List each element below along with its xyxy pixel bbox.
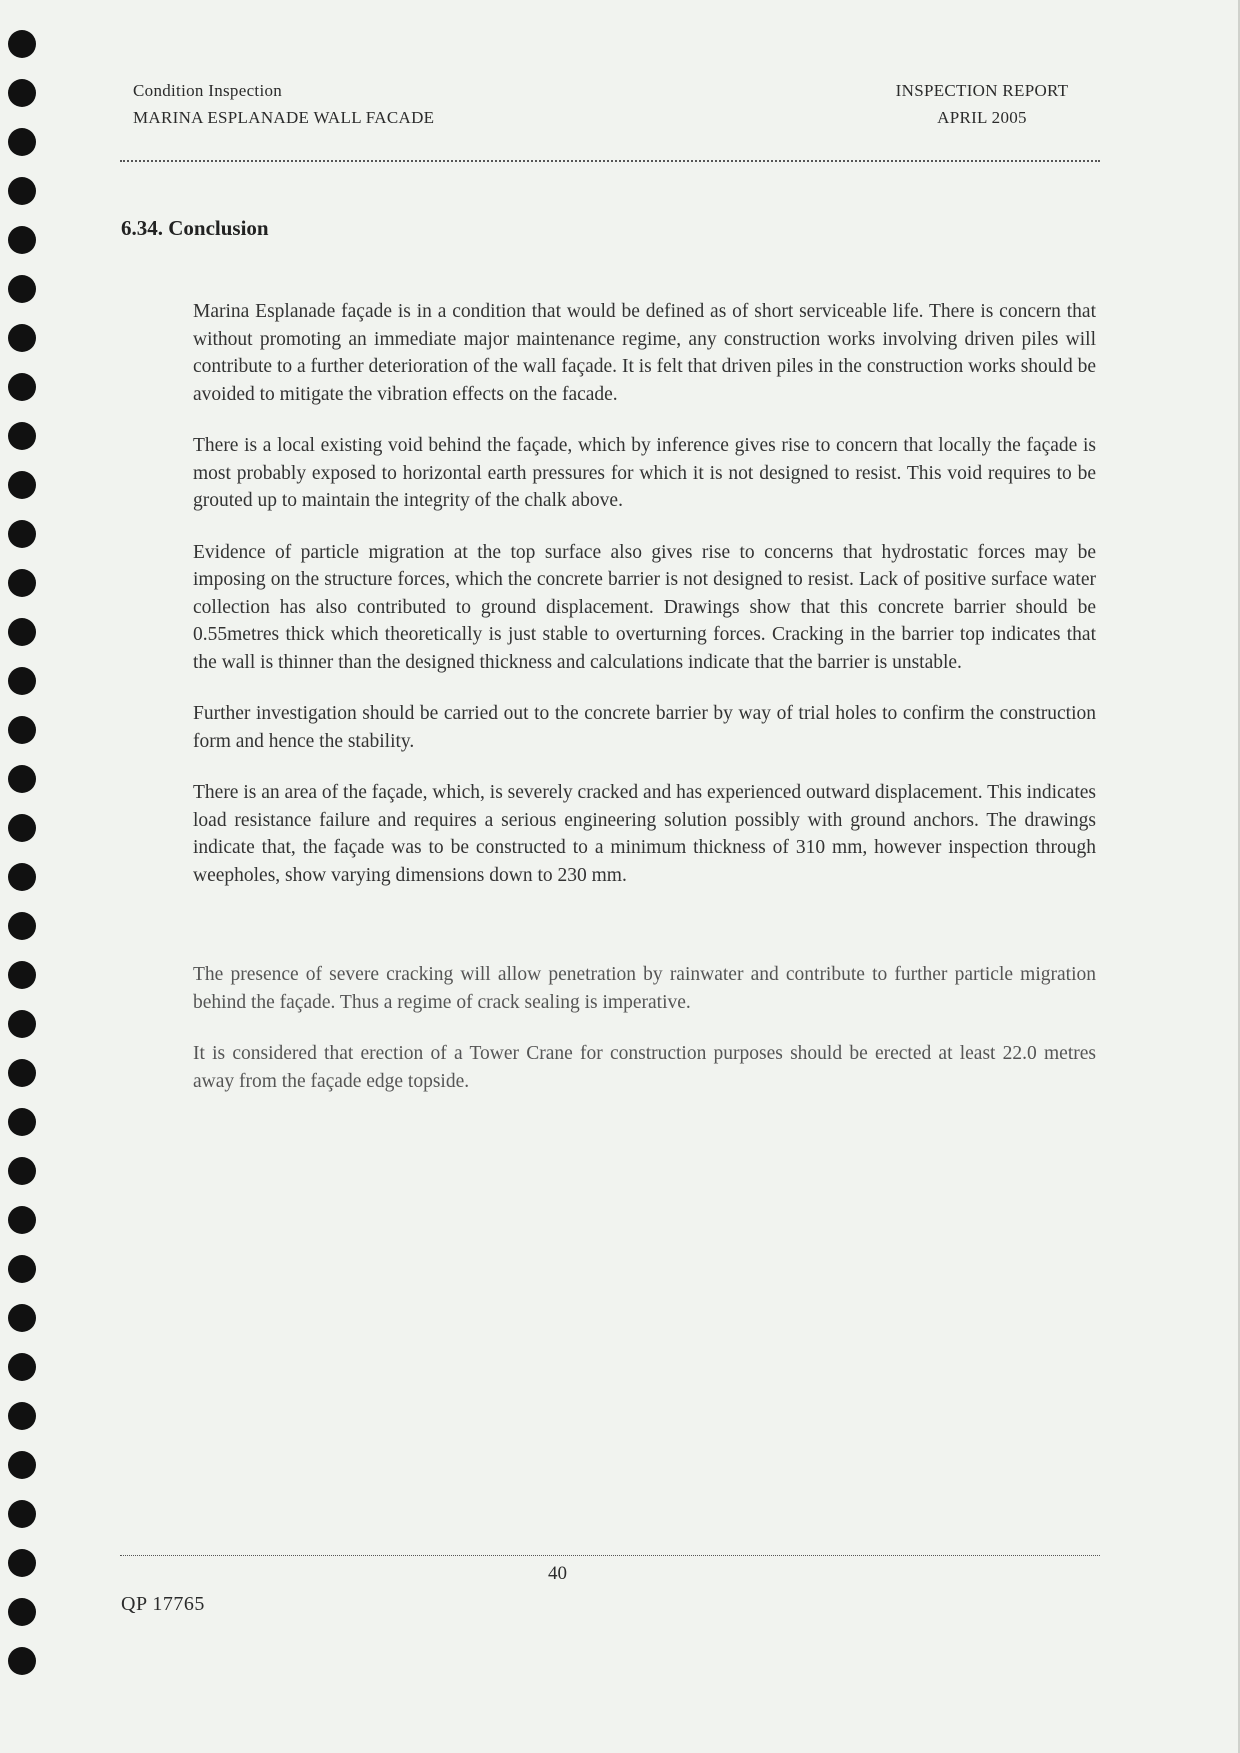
binder-hole-icon — [8, 814, 36, 842]
binder-holes — [8, 30, 38, 1710]
binder-hole-icon — [8, 667, 36, 695]
binder-hole-icon — [8, 1304, 36, 1332]
binder-hole-icon — [8, 520, 36, 548]
binder-hole-icon — [8, 30, 36, 58]
paragraph: Further investigation should be carried out to the concrete barrier by way of trial holes to confirm the construction form and hence the stability. — [193, 703, 1096, 752]
paragraph: There is an area of the façade, which, is severely cracked and has experienced outward displacement. This indicates load resistance failure and requires a serious engineering solution possibly with ground anchors. The drawings indicate that, the façade was to be constructed to a minimum thickness of 310 mm, however inspection through weepholes, show varying dimensions down to 230 mm. — [193, 782, 1096, 886]
header-left — [133, 77, 434, 131]
binder-hole-icon — [8, 471, 36, 499]
header-title: MARINA ESPLANADE WALL FACADE — [133, 108, 435, 127]
binder-hole-icon — [8, 716, 36, 744]
page-number: 40 — [548, 1563, 567, 1584]
paragraph: Evidence of particle migration at the top surface also gives rise to concerns that hydrostatic forces may be imposing on the structure forces, which the concrete barrier is not designed to resist. Lack of positive surface water collection has also contributed to ground displacement. Drawings show that this concrete barrier should be 0.55metres thick which theoretically is just stable to overturning forces. Cracking in the barrier top indicates that the wall is thinner than the designed thickness and calculations indicate that the barrier is unstable. — [193, 541, 1096, 673]
binder-hole-icon — [8, 1402, 36, 1430]
section-heading: 6.34. Conclusion — [121, 216, 269, 240]
paragraph: It is considered that erection of a Tower Crane for construction purposes should be erected at least 22.0 metres away from the façade edge topside. — [193, 1043, 1096, 1092]
paragraph: There is a local existing void behind the façade, which by inference gives rise to concern that locally the façade is most probably exposed to horizontal earth pressures for which it is not designed to resist. This void requires to be grouted up to maintain the integrity of the chalk above. — [193, 435, 1096, 511]
binder-hole-icon — [8, 226, 36, 254]
binder-hole-icon — [8, 1108, 36, 1136]
binder-hole-icon — [8, 1255, 36, 1283]
binder-hole-icon — [8, 79, 36, 107]
body-text — [193, 298, 1096, 1119]
binder-hole-icon — [8, 1157, 36, 1185]
binder-hole-icon — [8, 1500, 36, 1528]
document-reference: QP 17765 — [121, 1593, 205, 1615]
paragraph: The presence of severe cracking will allow penetration by rainwater and contribute to further particle migration behind the façade. Thus a regime of crack sealing is imperative. — [193, 964, 1096, 1013]
binder-hole-icon — [8, 324, 36, 352]
binder-hole-icon — [8, 1647, 36, 1675]
binder-hole-icon — [8, 1206, 36, 1234]
paragraph: Marina Esplanade façade is in a condition that would be defined as of short serviceable life. There is concern that without promoting an immediate major maintenance regime, any construction works involving driven piles will contribute to a further deterioration of the wall façade. It is felt that driven piles in the construction works should be avoided to mitigate the vibration effects on the facade. — [193, 301, 1096, 405]
report-date: APRIL 2005 — [937, 108, 1027, 127]
footer-divider — [120, 1555, 1100, 1556]
binder-hole-icon — [8, 765, 36, 793]
binder-hole-icon — [8, 1059, 36, 1087]
header-subtitle: Condition Inspection — [133, 81, 283, 100]
binder-hole-icon — [8, 912, 36, 940]
binder-hole-icon — [8, 275, 36, 303]
header-divider — [120, 160, 1100, 162]
binder-hole-icon — [8, 569, 36, 597]
binder-hole-icon — [8, 618, 36, 646]
binder-hole-icon — [8, 1010, 36, 1038]
binder-hole-icon — [8, 128, 36, 156]
binder-hole-icon — [8, 422, 36, 450]
header-right — [872, 77, 1092, 131]
report-type: INSPECTION REPORT — [895, 81, 1069, 100]
binder-hole-icon — [8, 373, 36, 401]
binder-hole-icon — [8, 1353, 36, 1381]
binder-hole-icon — [8, 1598, 36, 1626]
binder-hole-icon — [8, 961, 36, 989]
binder-hole-icon — [8, 177, 36, 205]
binder-hole-icon — [8, 863, 36, 891]
binder-hole-icon — [8, 1451, 36, 1479]
